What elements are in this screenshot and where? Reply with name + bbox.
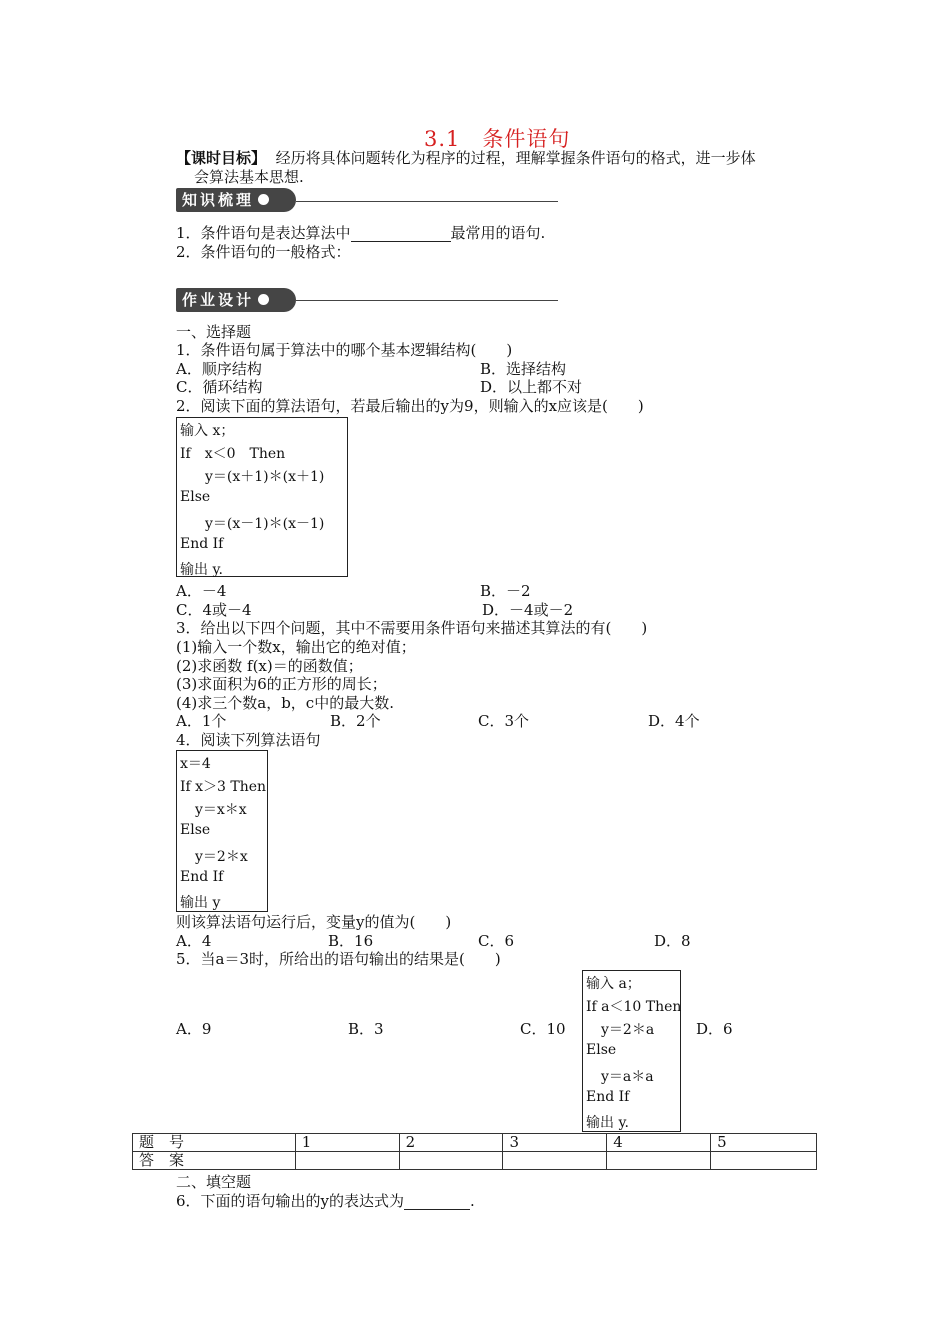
q1-stem: 1．条件语句属于算法中的哪个基本逻辑结构( ) (176, 341, 513, 359)
section-title-homework: 作业设计 (182, 291, 255, 309)
answer-cell[interactable] (295, 1152, 399, 1170)
table-row (133, 1152, 817, 1170)
q3-statement-4: (4)求三个数a，b，c中的最大数. (176, 694, 394, 712)
q1-option-d: D．以上都不对 (480, 378, 583, 396)
q5-option-d: D．6 (696, 1020, 733, 1038)
code-line: Else (180, 822, 211, 838)
q2-option-c: C．4或－4 (176, 601, 252, 619)
code-line: If x＞3 Then (180, 779, 267, 795)
q2-code-box (176, 417, 348, 577)
q4-after: 则该算法语句运行后，变量y的值为( ) (176, 913, 452, 931)
q2-stem: 2．阅读下面的算法语句，若最后输出的y为9，则输入的x应该是( ) (176, 397, 644, 415)
table-header-cell: 3 (503, 1134, 607, 1152)
q3-option-b: B．2个 (330, 712, 381, 730)
q5-stem: 5．当a＝3时，所给出的语句输出的结果是( ) (176, 950, 501, 968)
goal-line-1 (176, 149, 756, 167)
code-line: Else (180, 489, 211, 505)
code-line: y＝(x－1)＊(x－1) (205, 516, 325, 532)
table-header-cell: 2 (399, 1134, 503, 1152)
section-banner-knowledge (176, 188, 296, 212)
code-line: End If (586, 1089, 630, 1105)
table-header-cell: 题 号 (133, 1134, 296, 1152)
knowledge-item-2: 2．条件语句的一般格式： (176, 243, 351, 261)
q6-stem-post: . (470, 1192, 475, 1210)
code-line: x＝4 (180, 756, 211, 772)
table-header-cell: 5 (711, 1134, 817, 1152)
knowledge-item-1 (176, 224, 545, 242)
code-line: y＝(x＋1)＊(x＋1) (205, 469, 325, 485)
table-header-cell: 1 (295, 1134, 399, 1152)
code-line: Else (586, 1042, 617, 1058)
bullet-dot-icon (258, 194, 269, 205)
knowledge-item-1-post: 最常用的语句. (450, 224, 546, 242)
q3-option-c: C．3个 (478, 712, 530, 730)
answer-cell[interactable] (503, 1152, 607, 1170)
divider-line (296, 201, 558, 202)
table-label-cell: 答 案 (133, 1152, 296, 1170)
page-title: 3.1 条件语句 (424, 127, 571, 151)
knowledge-item-1-pre: 1．条件语句是表达算法中 (176, 224, 351, 242)
code-line: 输出 y. (180, 562, 223, 578)
answer-cell[interactable] (711, 1152, 817, 1170)
q3-statement-3: (3)求面积为6的正方形的周长； (176, 675, 387, 693)
answer-cell[interactable] (607, 1152, 711, 1170)
code-line: End If (180, 869, 224, 885)
q2-option-b: B．－2 (480, 582, 531, 600)
code-line: y＝2＊x (195, 849, 248, 865)
q1-option-b: B．选择结构 (480, 360, 567, 378)
q1-option-a: A．顺序结构 (176, 360, 262, 378)
goal-label: 【课时目标】 (176, 149, 267, 167)
q5-code-box (582, 970, 681, 1132)
code-line: y＝x＊x (195, 802, 247, 818)
code-line: y＝a＊a (601, 1069, 654, 1085)
table-header-cell: 4 (607, 1134, 711, 1152)
divider-line (296, 300, 558, 301)
q6-stem-pre: 6．下面的语句输出的y的表达式为 (176, 1192, 405, 1210)
q6-stem (176, 1192, 475, 1210)
q4-option-d: D．8 (654, 932, 691, 950)
q2-option-a: A．－4 (176, 582, 227, 600)
q1-option-c: C．循环结构 (176, 378, 263, 396)
part-heading-fill: 二、填空题 (176, 1173, 252, 1191)
q2-option-d: D．－4或－2 (482, 601, 574, 619)
answer-table (132, 1133, 817, 1170)
bullet-dot-icon (258, 294, 269, 305)
fill-blank[interactable] (404, 1209, 470, 1210)
q4-option-a: A．4 (176, 932, 212, 950)
section-banner-homework (176, 288, 296, 312)
code-line: End If (180, 536, 224, 552)
q4-option-b: B．16 (328, 932, 374, 950)
q4-option-c: C．6 (478, 932, 515, 950)
q5-option-a: A．9 (176, 1020, 212, 1038)
code-line: 输出 y (180, 895, 221, 911)
section-title-knowledge: 知识梳理 (182, 191, 255, 209)
q4-stem: 4．阅读下列算法语句 (176, 731, 321, 749)
q3-option-d: D．4个 (648, 712, 700, 730)
code-line: If a＜10 Then (586, 999, 682, 1015)
q3-statement-2: (2)求函数 f(x)＝的函数值； (176, 657, 363, 675)
q5-option-b: B．3 (348, 1020, 384, 1038)
goal-text-1: 经历将具体问题转化为程序的过程，理解掌握条件语句的格式，进一步体 (275, 149, 756, 167)
goal-text-2: 会算法基本思想. (194, 168, 304, 186)
part-heading-choice: 一、选择题 (176, 323, 252, 341)
q3-stem: 3．给出以下四个问题，其中不需要用条件语句来描述其算法的有( ) (176, 619, 648, 637)
q4-code-box (176, 750, 268, 912)
code-line: If x＜0 Then (180, 446, 286, 462)
fill-blank[interactable] (351, 241, 451, 242)
code-line: y＝2＊a (601, 1022, 655, 1038)
q5-option-c: C．10 (520, 1020, 566, 1038)
q3-option-a: A．1个 (176, 712, 227, 730)
code-line: 输入 x； (180, 423, 235, 439)
table-row (133, 1134, 817, 1152)
answer-cell[interactable] (399, 1152, 503, 1170)
code-line: 输入 a； (586, 976, 641, 992)
q3-statement-1: (1)输入一个数x，输出它的绝对值； (176, 638, 416, 656)
code-line: 输出 y. (586, 1115, 629, 1131)
